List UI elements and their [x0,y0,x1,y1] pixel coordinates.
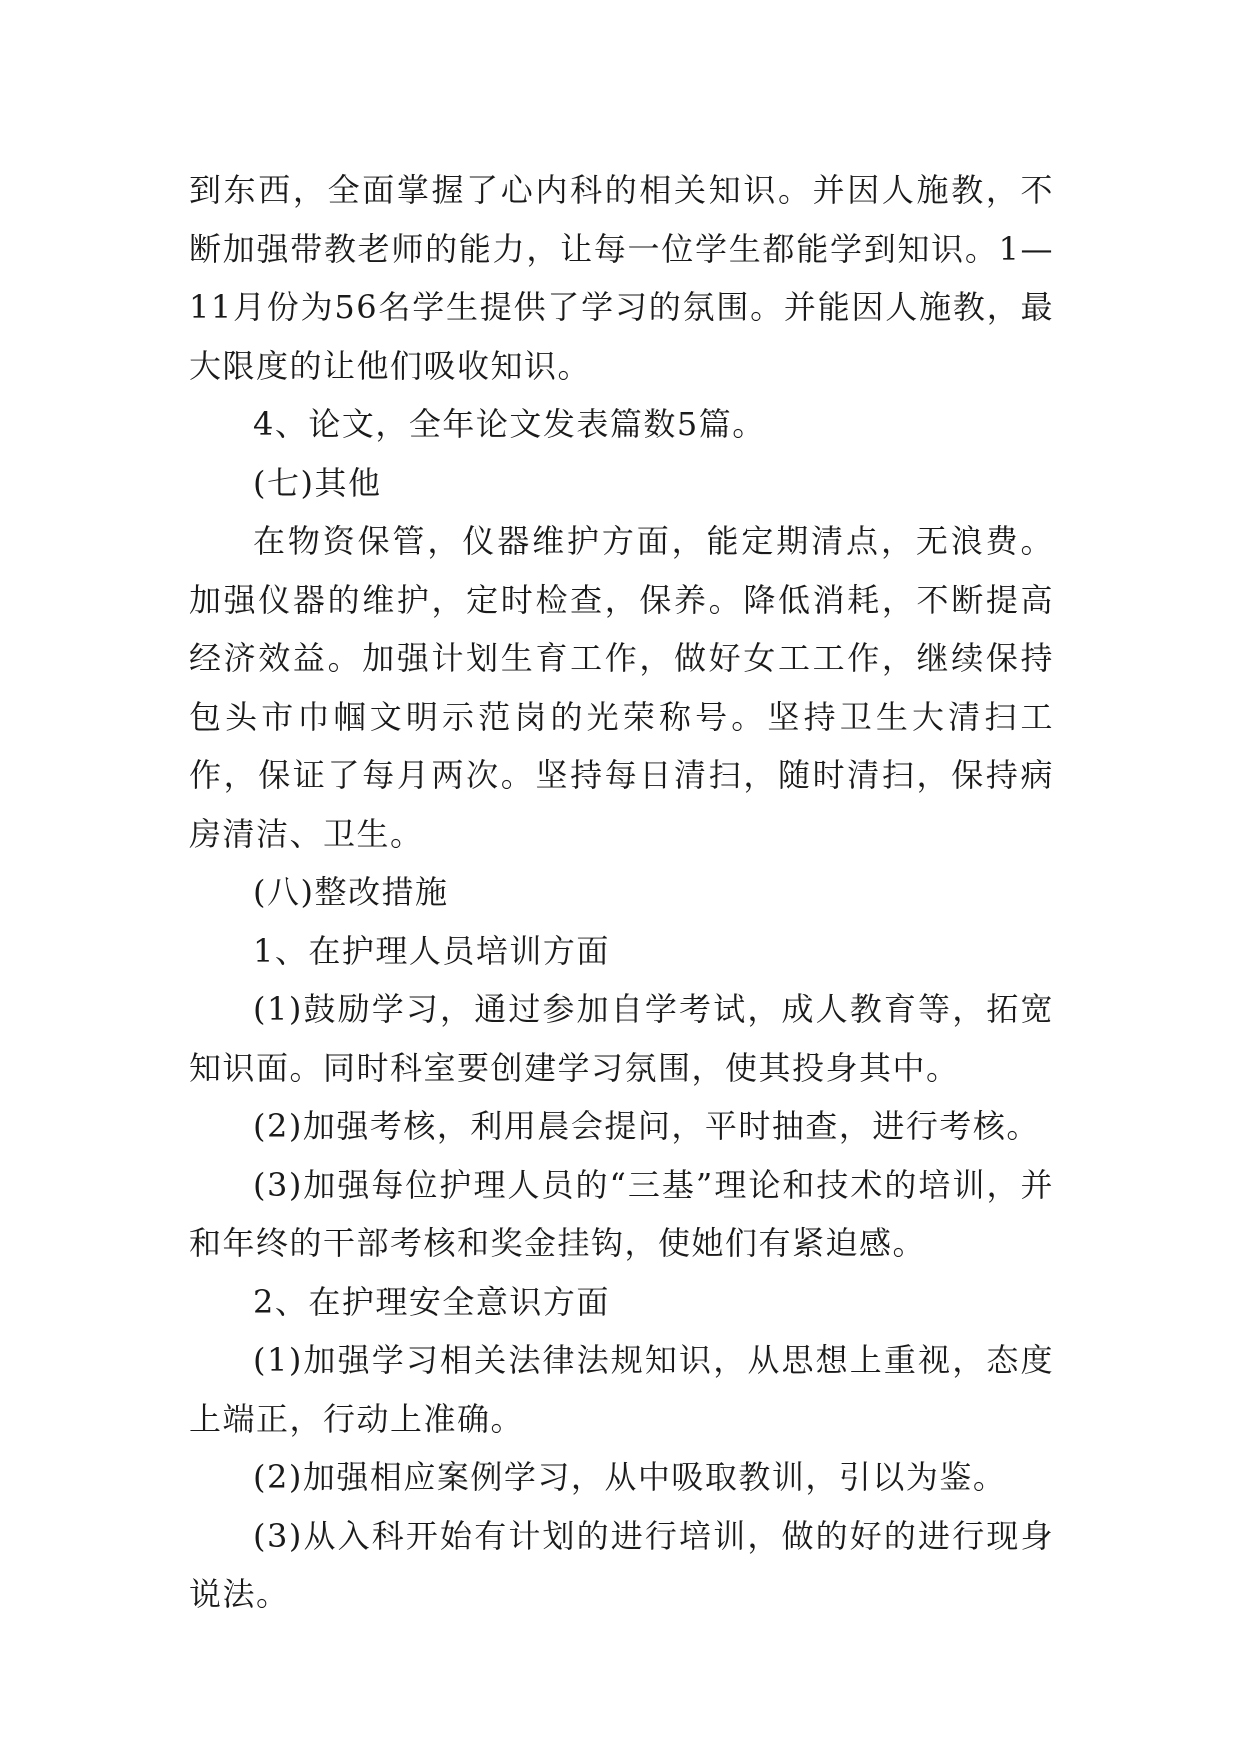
list-item-training-1: (1)鼓励学习，通过参加自学考试，成人教育等，拓宽知识面。同时科室要创建学习氛围，使其投身其中。 [189,990,1054,1087]
list-item-training-2: (2)加强考核，利用晨会提问，平时抽查，进行考核。 [253,1107,1040,1145]
section-heading-rectification: (八)整改措施 [253,873,449,911]
list-item-training-3: (3)加强每位护理人员的“三基”理论和技术的培训，并和年终的干部考核和奖金挂钩，使她们有紧迫感。 [189,1165,1054,1262]
list-item-safety-1: (1)加强学习相关法律法规知识，从思想上重视，态度上端正，行动上准确。 [189,1341,1054,1438]
section-heading-other: (七)其他 [253,463,382,502]
subheading-training: 1、在护理人员培训方面 [253,931,610,970]
paragraph-materials: 在物资保管，仪器维护方面，能定期清点，无浪费。加强仪器的维护，定时检查，保养。降低消耗，不断提高经济效益。加强计划生育工作，做好女工工作，继续保持包头市巾帼文明示范岗的光荣称号。坚持卫生大清扫工作，保证了每月两次。坚持每日清扫，随时清扫，保持病房清洁、卫生。 [189,522,1054,853]
paragraph-papers: 4、论文，全年论文发表篇数5篇。 [253,405,766,443]
list-item-safety-3: (3)从入科开始有计划的进行培训，做的好的进行现身说法。 [189,1516,1054,1613]
paragraph-continuation: 到东西，全面掌握了心内科的相关知识。并因人施教，不断加强带教老师的能力，让每一位学生都能学到知识。1—11月份为56名学生提供了学习的氛围。并能因人施教，最大限度的让他们吸收知识。 [189,171,1054,385]
subheading-safety: 2、在护理安全意识方面 [253,1282,610,1321]
document-body [189,161,1054,1624]
list-item-safety-2: (2)加强相应案例学习，从中吸取教训，引以为鉴。 [253,1458,1007,1496]
